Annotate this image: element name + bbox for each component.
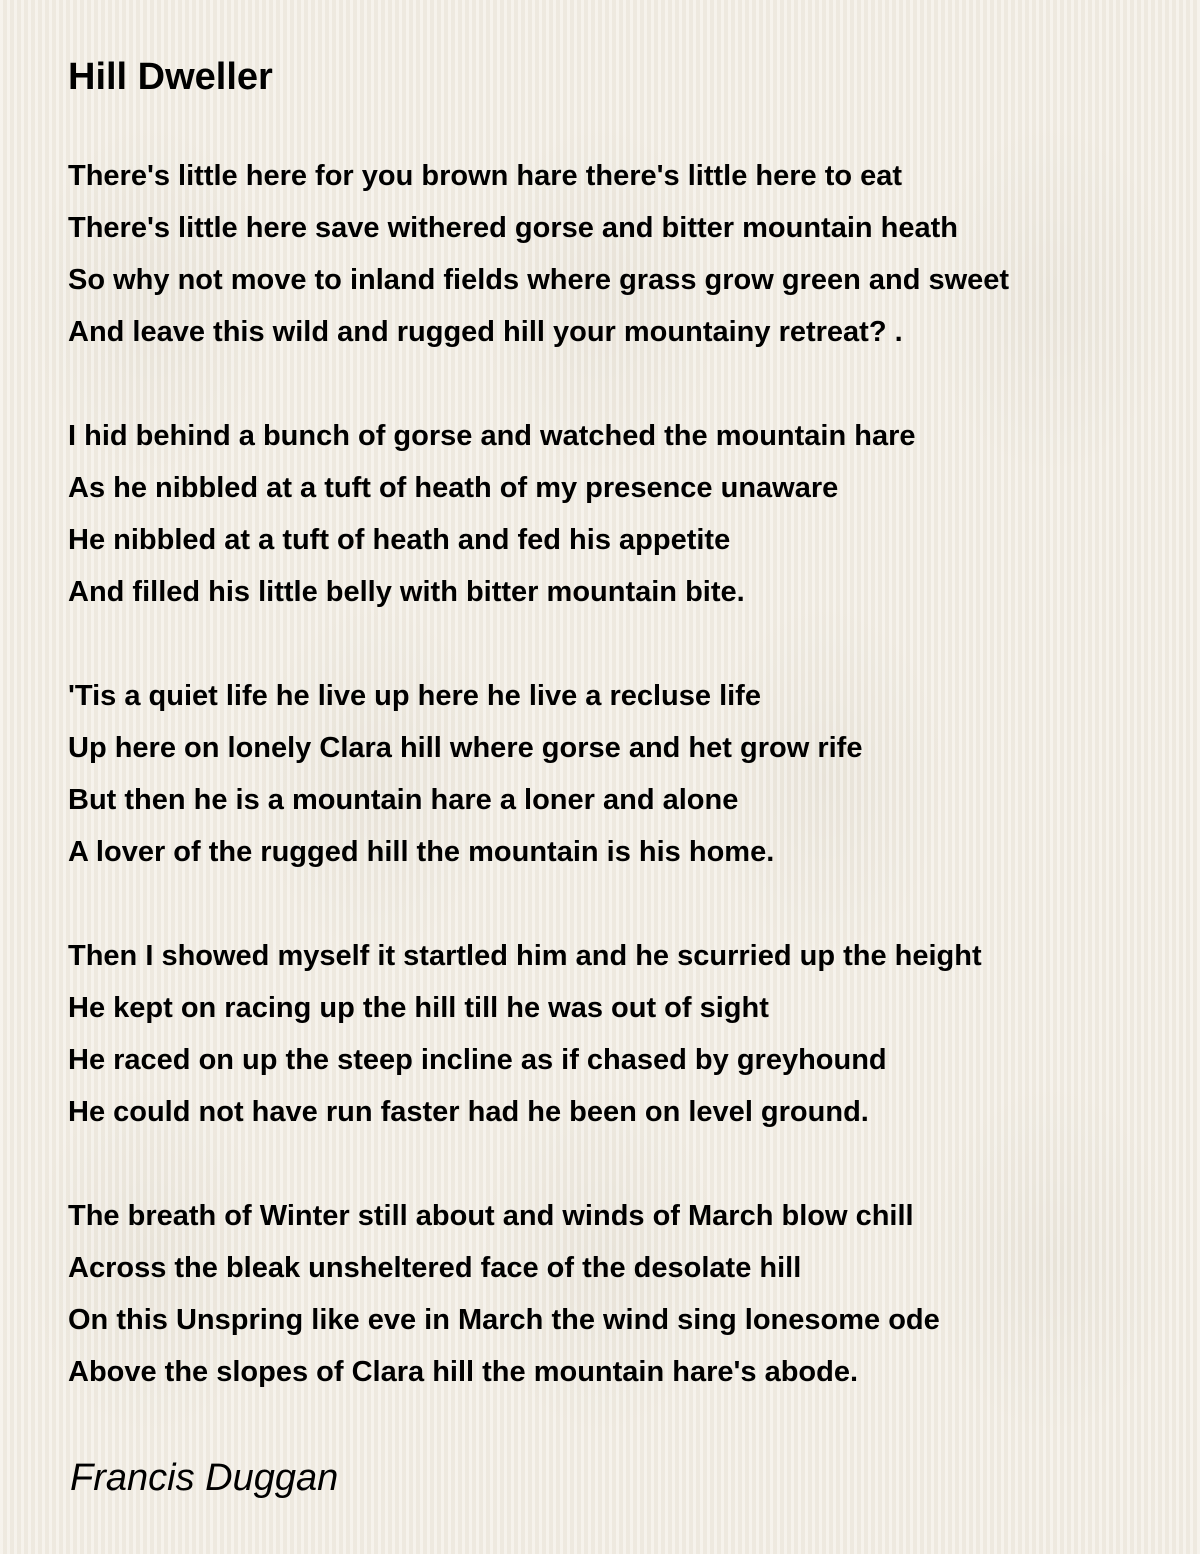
poem-line: He could not have run faster had he been on level ground.: [68, 1096, 869, 1128]
poem-line: And filled his little belly with bitter mountain bite.: [68, 576, 745, 608]
poem-body: [68, 150, 1178, 1450]
poem-line: Up here on lonely Clara hill where gorse and het grow rife: [68, 732, 863, 764]
poem-title: Hill Dweller: [68, 56, 273, 98]
poem-line: Above the slopes of Clara hill the mountain hare's abode.: [68, 1356, 859, 1388]
poem-line: Across the bleak unsheltered face of the desolate hill: [68, 1252, 802, 1284]
poem-author: Francis Duggan: [70, 1457, 339, 1499]
poem-line: I hid behind a bunch of gorse and watched the mountain hare: [68, 420, 916, 452]
poem-line: The breath of Winter still about and winds of March blow chill: [68, 1200, 914, 1232]
poem-line: There's little here save withered gorse and bitter mountain heath: [68, 212, 958, 244]
poem-line: He nibbled at a tuft of heath and fed his appetite: [68, 524, 731, 556]
stanza-5: [68, 1190, 1178, 1398]
poem-line: He raced on up the steep incline as if chased by greyhound: [68, 1044, 887, 1076]
poem-line: As he nibbled at a tuft of heath of my presence unaware: [68, 472, 839, 504]
poem-line: Then I showed myself it startled him and he scurried up the height: [68, 940, 982, 972]
poem-line: But then he is a mountain hare a loner and alone: [68, 784, 739, 816]
stanza-3: [68, 670, 1178, 878]
poem-line: On this Unspring like eve in March the wind sing lonesome ode: [68, 1304, 940, 1336]
poem-line: He kept on racing up the hill till he was out of sight: [68, 992, 769, 1024]
poem-line: 'Tis a quiet life he live up here he live a recluse life: [68, 680, 761, 712]
poem-line: So why not move to inland fields where grass grow green and sweet: [68, 264, 1010, 296]
poem-line: A lover of the rugged hill the mountain is his home.: [68, 836, 775, 868]
poem-line: There's little here for you brown hare there's little here to eat: [68, 160, 903, 192]
stanza-1: [68, 150, 1178, 358]
stanza-4: [68, 930, 1178, 1138]
stanza-2: [68, 410, 1178, 618]
poem-line: And leave this wild and rugged hill your mountainy retreat? .: [68, 316, 903, 348]
